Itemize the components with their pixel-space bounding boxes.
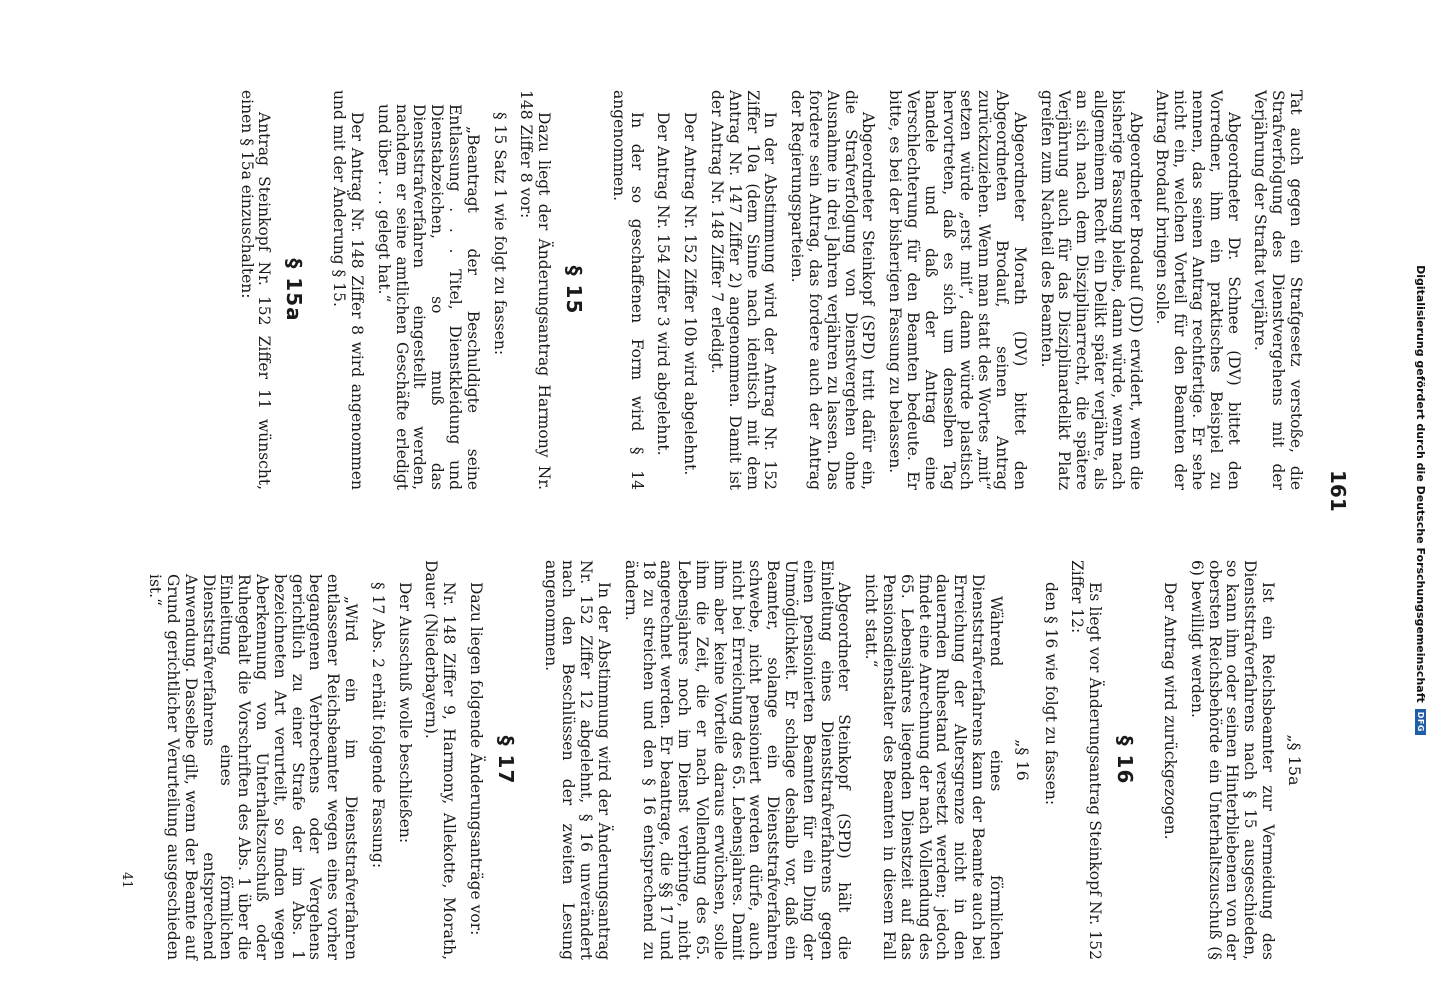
paragraph-gap — [365, 90, 374, 490]
paragraph-gap — [852, 560, 861, 960]
paragraph-gap — [532, 560, 541, 960]
page-number: 161 — [1326, 470, 1350, 512]
paragraph: Abgeordneter Morath (DV) bittet den Abgeordneten Brodauf, seinen Antrag zurückzuziehen. Wenn man statt des Wortes „mit“ setzen würde „erst mit“, dann würde plastisch hervortreten, daß es sich um denselben Tag handele und daß der Antrag eine Verschlechterung für den Beamten bedeute. Er bitte, es bei der bisherigen Fassung zu belassen. — [886, 90, 1029, 490]
paragraph: Abgeordneter Steinkopf (SPD) hält die Einleitung eines Dienststrafverfahrens gegen einen pensionierten Beamten für ein Ding der Unmöglichkeit. Er schlage deshalb vor, daß ein Beamter, solange ein Dienststrafverfahren schwebe, nicht pensioniert werden dürfe, auch nicht bei Erreichung des 65. Lebensjahres. Damit ihm aber keine Vorteile daraus erwüchsen, solle ihm die Zeit, die er nach Vollendung des 65. Lebensjahres noch im Dienst verbringe, nicht angerechnet werden. Er beantrage, die §§ 17 und 18 zu streichen und den § 16 entsprechend zu ändern. — [621, 560, 854, 960]
paragraph: § 17 Abs. 2 erhält folgende Fassung: — [368, 582, 387, 869]
section-subheading: „§ 16 — [1012, 739, 1032, 781]
paragraph-gap — [876, 90, 885, 490]
footer-number: 41 — [119, 872, 134, 889]
paragraph-gap — [508, 90, 517, 490]
paragraph-gap — [1028, 90, 1037, 490]
paragraph: Der Antrag wird zurückgezogen. — [1161, 582, 1180, 840]
section-heading: § 17 — [493, 735, 518, 785]
paragraph-gap — [1144, 90, 1153, 490]
paragraph: Abgeordneter Steinkopf (SPD) tritt dafür ein, die Strafverfolgung von Dienstvergehen ohne Ausnahme in drei Jahren verjähren zu lassen. Das fordere sein Antrag, das fordere auch der Antrag der Regierungsparteien. — [788, 90, 878, 490]
paragraph-gap — [1059, 560, 1068, 960]
paragraph-gap — [359, 560, 368, 960]
quoted-text: „Wird ein im Dienststrafverfahren entlassener Reichsbeamter wegen eines vorher begangenen Verbrechens oder Vergehens gerichtlich zu einer Strafe der im Abs. 1 bezeichneten Art verurteilt, so finden wegen Aberkennung von Unterhaltszuschuß oder Ruhegehalt die Vorschriften des Abs. 1 über die Einleitung eines förmlichen Dienststrafverfahrens entsprechend Anwendung. Dasselbe gilt, wenn der Beamte auf Grund gerichtlicher Verurteilung ausgeschieden ist.“ — [146, 574, 360, 960]
paragraph-gap — [228, 90, 237, 490]
paragraph-gap — [698, 90, 707, 490]
paragraph: Der Ausschuß wolle beschließen: — [395, 582, 414, 844]
paragraph-gap — [413, 560, 422, 960]
section-heading: § 15a — [282, 258, 307, 322]
section-subheading: „§ 15a — [1285, 734, 1304, 786]
paragraph-gap — [320, 90, 329, 490]
paragraph-gap — [612, 560, 621, 960]
paragraph-gap — [136, 560, 145, 960]
dfg-logo: DFG — [1416, 709, 1427, 735]
left-column — [228, 90, 1304, 490]
right-column — [136, 560, 1304, 960]
paragraph: den § 16 wie folgt zu fassen: — [1041, 582, 1060, 806]
paragraph-gap — [1032, 560, 1041, 960]
paragraph: Antrag Steinkopf Nr. 152 Ziffer 11 wünscht, einen § 15a einzuschalten: — [237, 90, 274, 490]
paragraph-gap — [1004, 560, 1013, 960]
paragraph: Abgeordneter Brodauf (DD) erwidert, wenn die bisherige Fassung bleibe, dann würde, wenn nach allgemeinem Recht ein Delikt später verjähre, als an sich nach dem Disziplinarrecht, die spätere Verjährung auch für das Disziplinardelikt Platz greifen zum Nachteil des Beamten. — [1037, 90, 1145, 490]
digitization-note: Digitalisierung gefördert durch die Deutsche Forschungsgemeinschaft — [1414, 265, 1428, 703]
paragraph-gap — [600, 90, 609, 490]
paragraph-gap — [645, 90, 654, 490]
paragraph: Der Antrag Nr. 148 Ziffer 8 wird angenommen und mit der Änderung § 15. — [330, 90, 366, 490]
paragraph-gap — [778, 90, 787, 490]
paragraph-gap — [1178, 560, 1187, 960]
paragraph: § 15 Satz 1 wie folgt zu fassen: — [490, 112, 509, 356]
paragraph: Dazu liegen folgende Änderungsanträge vor: — [466, 582, 485, 936]
paragraph-gap — [386, 560, 395, 960]
paragraph: In der so geschaffenen Form wird § 14 angenommen. — [609, 90, 646, 490]
paragraph: In der Abstimmung wird der Antrag Nr. 152 Ziffer 10a (dem Sinne nach identisch mit dem Antrag Nr. 147 Ziffer 2) angenommen. Damit ist der Antrag Nr. 148 Ziffer 7 erledigt. — [708, 90, 780, 490]
paragraph: Der Antrag Nr. 152 Ziffer 10b wird abgelehnt. — [681, 112, 700, 476]
paragraph: Dazu liegt der Änderungsantrag Harmony Nr. 148 Ziffer 8 vor: — [517, 90, 554, 490]
paragraph-gap — [1242, 90, 1251, 490]
paragraph: Ist ein Reichsbeamter zur Vermeidung des Dienststrafverfahrens nach § 15 ausgeschieden, so kann ihm oder seinen Hinterbliebenen von der obersten Reichsbehörde ein Unterhaltszuschuß (§ 6) bewilligt werden. — [1187, 560, 1277, 960]
paragraph-gap — [1276, 560, 1285, 960]
paragraph: In der Abstimmung wird der Änderungsantrag Nr. 152 Ziffer 12 abgelehnt, § 16 unverändert nach den Beschlüssen der zweiten Lesung angenommen. — [541, 560, 614, 960]
paragraph: Tat auch gegen ein Strafgesetz verstoße, die Strafverfolgung des Dienstvergehens mit der Verjährung der Straftat verjähre. — [1251, 90, 1305, 490]
paragraph-gap — [672, 90, 681, 490]
section-heading: § 16 — [1113, 735, 1138, 785]
paragraph-gap — [481, 90, 490, 490]
paragraph: Abgeordneter Dr. Schnee (DV) bittet den Vorredner, ihm ein praktisches Beispiel zu nennen, das seinen Antrag rechtfertige. Er sehe nicht ein, welchen Vorteil für den Beamten der Antrag Brodauf bringen solle. — [1153, 90, 1243, 490]
section-heading: § 15 — [562, 265, 587, 315]
digitization-strip — [1410, 0, 1432, 1000]
paragraph: Es liegt vor Änderungsantrag Steinkopf Nr. 152 Ziffer 12: — [1068, 560, 1105, 960]
paragraph: Der Antrag Nr. 154 Ziffer 3 wird abgelehnt. — [654, 112, 673, 456]
quoted-text: „Beantragt der Beschuldigte seine Entlassung . . . Titel, Dienstkleidung und Dienstabzeichen, so muß das Dienststrafverfahren eingestellt werden, nachdem er seine amtlichen Geschäfte erledigt und über . . . gelegt hat.“ — [374, 104, 482, 490]
paragraph-gap — [1151, 560, 1160, 960]
quoted-text: Während eines förmlichen Dienststrafverfahrens kann der Beamte auch bei Erreichung der Altersgrenze nicht in den dauernden Ruhestand versetzt werden; jedoch findet eine Anrechnung der nach Vollendung des 65. Lebensjahres liegenden Dienstzeit auf das Pensionsdienstalter des Beamten in diesem Fall nicht statt.“ — [862, 574, 1005, 960]
paragraph: Nr. 148 Ziffer 9, Harmony, Allekotte, Morath, Dauer (Niederbayern). — [422, 560, 459, 960]
paragraph-gap — [457, 560, 466, 960]
